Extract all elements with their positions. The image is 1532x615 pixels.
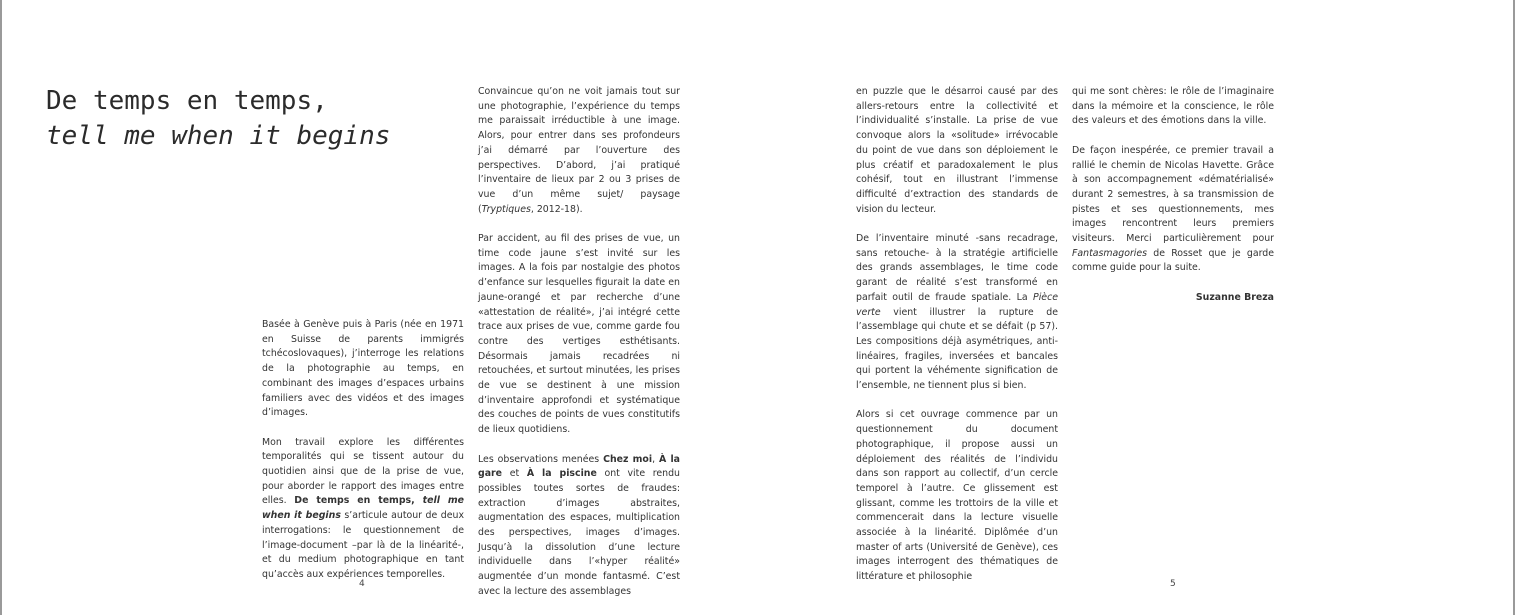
title-line-2: tell me when it begins: [46, 121, 391, 151]
page-number-left: 4: [359, 579, 365, 589]
paragraph-puzzle: en puzzle que le désarroi causé par des allers-retours entre la collectivité et l’individualité s’installe. La prise de vue convoque alors la «solitude» irrévocable du point de vue dans son déploiement le plus créatif et paradoxalement le plus cohésif, tout en illustrant l’immense difficulté d’extraction des standards de vision du lecteur.: [856, 86, 1058, 215]
text-run: Les observations menées: [478, 453, 604, 465]
author-signature: Suzanne Breza: [1195, 291, 1274, 303]
page-edge-right: [1513, 0, 1515, 615]
text-run: ,: [652, 453, 659, 465]
text-column-3: [856, 85, 1058, 585]
paragraph-perspectives: [478, 85, 680, 217]
bold-comma-run: ,: [411, 495, 423, 507]
bold-run: À la gare: [478, 453, 680, 480]
italic-run: Pièce verte: [856, 291, 1058, 318]
text-run: ont vite rendu possibles toutes sortes de fraudes: extraction d’images abstraites, augmentation des espaces, multiplication des perspectives, images d’images. Jusqu’à la dissolution d’une lecture individuelle dans l’«hyper réalité» augmentée d’un monde fantasmé. C’est avec la lecture des assemblages: [478, 468, 681, 597]
page-title: [46, 84, 390, 154]
text-run: Convaincue qu’on ne voit jamais tout sur une photographie, l’expérience du temps me paraissait irréductible à une image. Alors, pour entrer dans ses profondeurs j’ai démarré par l’ouverture des perspectives. D’abord, j’ai pratiqué l’inventaire de lieux par 2 ou 3 prises de vue d’un même sujet/ paysage (: [478, 86, 680, 215]
text-run: de Rosset que je garde comme guide pour la suite.: [1072, 247, 1274, 274]
paragraph-remerciements: [1072, 144, 1274, 276]
paragraph-cheres: qui me sont chères: le rôle de l’imaginaire dans la mémoire et la conscience, le rôle des valeurs et des émotions dans la ville.: [1072, 86, 1274, 127]
italic-run: Fantasmagories: [1072, 247, 1148, 259]
italic-run: Tryptiques: [481, 203, 531, 215]
bold-italic-title-run: tell me when it begins: [262, 495, 464, 522]
bold-title-run: De temps en temps: [294, 495, 412, 507]
paragraph-ouvrage: Alors si cet ouvrage commence par un questionnement du document photographique, il propose aussi un déploiement des réalités de l’individu dans son rapport au collectif, d’un cercle temporel à l’autre. Ce glissement est glissant, comme les trottoirs de la ville et commencerait dans la lecture visuelle associée à la linéarité. Diplômée d’un master of arts (Université de Genève), ces images interrogent des thématiques de littérature et philosophie: [856, 409, 1058, 583]
text-run: vient illustrer la rupture de l’assemblage qui chute et se défait (p 57). Les compositions déjà asymétriques, anti-linéaires, fragiles, inversées et bancales qui portent la véhémente signification de l’ensemble, ne tiennent plus si bien.: [856, 306, 1058, 392]
paragraph-observations: [478, 453, 680, 600]
paragraph-work: [262, 436, 464, 583]
text-run: Mon travail explore les différentes temporalités qui se tissent autour du quotidien ainsi que de la prise de vue, pour aborder le rapport des images entre elles.: [262, 436, 464, 507]
text-run: De l’inventaire minuté -sans recadrage, sans retouche- à la stratégie artificielle des grands assemblages, le time code garant de réalité s’est transformé en parfait outil de fraude spatiale. La: [856, 233, 1058, 303]
text-run: et: [502, 468, 527, 480]
paragraph-bio: Basée à Genève puis à Paris (née en 1971 en Suisse de parents immigrés tchécoslovaques), j’interroge les relations de la photographie au temps, en combinant des images d’espaces urbains familiers avec des vidéos et des images d’images.: [262, 319, 464, 419]
text-column-2: [478, 85, 680, 600]
text-column-1: [262, 318, 464, 583]
page-number-right: 5: [1170, 579, 1176, 589]
paragraph-timecode: Par accident, au fil des prises de vue, un time code jaune s’est invité sur les images. A la fois par nostalgie des photos d’enfance sur lesquelles figurait la date en jaune-orangé et par recherche d’une «attestation de réalité», j’ai intégré cette trace aux prises de vue, comme garde fou contre des vertiges esthétisants. Désormais jamais recadrées ni retouchées, et surtout minutées, les prises de vue se destinent à une mission d’inventaire approfondi et systématique des couches de points de vues constitutifs de lieux quotidiens.: [478, 233, 680, 436]
text-column-4: [1072, 85, 1274, 306]
text-run: s’articule autour de deux interrogations: le questionnement de l’image-document –par là de la linéarité-, et du medium photographique en tant qu’accès aux expériences temporelles.: [262, 510, 464, 580]
title-line-1: De temps en temps,: [46, 86, 328, 116]
bold-run: À la piscine: [526, 468, 597, 480]
text-run: De façon inespérée, ce premier travail a rallié le chemin de Nicolas Havette. Grâce à son accompagnement «dématérialisé» durant 2 semestres, à sa transmission de pistes et ses questionnements, mes images rencontrent leurs premiers visiteurs. Merci particulièrement pour: [1072, 144, 1274, 245]
paragraph-inventaire: [856, 232, 1058, 394]
text-run: , 2012-18).: [530, 203, 583, 215]
page-edge-left: [0, 0, 2, 615]
bold-run: Chez moi: [603, 453, 653, 465]
